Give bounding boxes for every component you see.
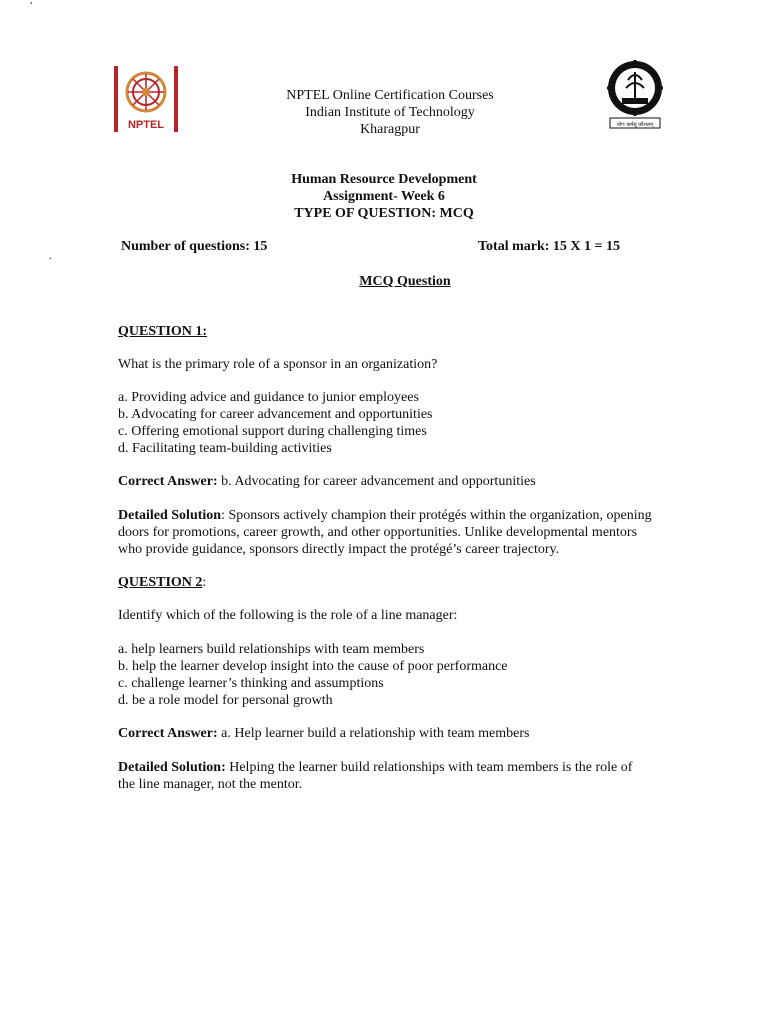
seal-motto: योगः कर्मसु कौशलम् xyxy=(616,122,654,128)
option-a: a. help learners build relationships with team members xyxy=(118,642,425,657)
option-a: a. Providing advice and guidance to junior employees xyxy=(118,390,419,405)
solution-label: Detailed Solution: xyxy=(118,760,226,775)
answer-label: Correct Answer: xyxy=(118,474,218,489)
institution-header xyxy=(190,87,590,138)
solution-text: : Sponsors actively champion their protégés within the organization, opening doors for promotions, career growth, and other opportunities. Unlike developmental mentors who provide guidance, sponsors directly impact the protégé’s career trajectory. xyxy=(118,508,652,557)
nptel-logo xyxy=(114,66,178,132)
option-d: d. be a role model for personal growth xyxy=(118,693,333,708)
option-c: c. challenge learner’s thinking and assumptions xyxy=(118,676,384,691)
question-1-solution xyxy=(118,507,653,558)
question-2-heading-suffix: : xyxy=(202,575,207,590)
solution-label: Detailed Solution xyxy=(118,508,222,523)
question-2-heading-text: QUESTION 2 xyxy=(118,575,203,590)
course-title: Human Resource Development xyxy=(291,172,477,187)
question-2-options xyxy=(118,641,658,709)
question-2-solution xyxy=(118,759,648,793)
stray-mark: . xyxy=(49,251,52,262)
header-line-3: Kharagpur xyxy=(360,122,420,137)
solution-text: Helping the learner build relationships with team members is the role of the line manager, not the mentor. xyxy=(118,760,633,792)
option-d: d. Facilitating team-building activities xyxy=(118,441,332,456)
question-1-options xyxy=(118,389,658,457)
option-b: b. Advocating for career advancement and opportunities xyxy=(118,407,433,422)
number-of-questions xyxy=(121,238,267,255)
question-1-heading: QUESTION 1: xyxy=(118,324,208,339)
course-title-block xyxy=(184,171,584,222)
question-2-text: Identify which of the following is the role of a line manager: xyxy=(118,608,458,623)
question-2-answer xyxy=(118,725,658,742)
num-questions-label: Number of questions xyxy=(121,239,246,254)
header-line-2: Indian Institute of Technology xyxy=(305,105,475,120)
nptel-logo-text: NPTEL xyxy=(127,119,165,131)
section-title: MCQ Question xyxy=(359,274,451,289)
total-mark: Total mark: 15 X 1 = 15 xyxy=(478,239,621,254)
answer-text: a. Help learner build a relationship with team members xyxy=(217,726,530,741)
assignment-label: Assignment- Week 6 xyxy=(323,189,445,204)
question-1-answer xyxy=(118,473,658,490)
header-line-1: NPTEL Online Certification Courses xyxy=(286,88,494,103)
iit-kharagpur-seal xyxy=(604,58,666,130)
option-c: c. Offering emotional support during challenging times xyxy=(118,424,427,439)
stray-mark-top: , xyxy=(30,0,33,6)
answer-label: Correct Answer: xyxy=(118,726,218,741)
question-2-heading xyxy=(118,574,658,591)
question-1-text: What is the primary role of a sponsor in an organization? xyxy=(118,357,438,372)
option-b: b. help the learner develop insight into the cause of poor performance xyxy=(118,659,508,674)
question-type: TYPE OF QUESTION: MCQ xyxy=(294,206,474,221)
answer-text: b. Advocating for career advancement and opportunities xyxy=(217,474,536,489)
num-questions-value: : 15 xyxy=(245,239,268,254)
